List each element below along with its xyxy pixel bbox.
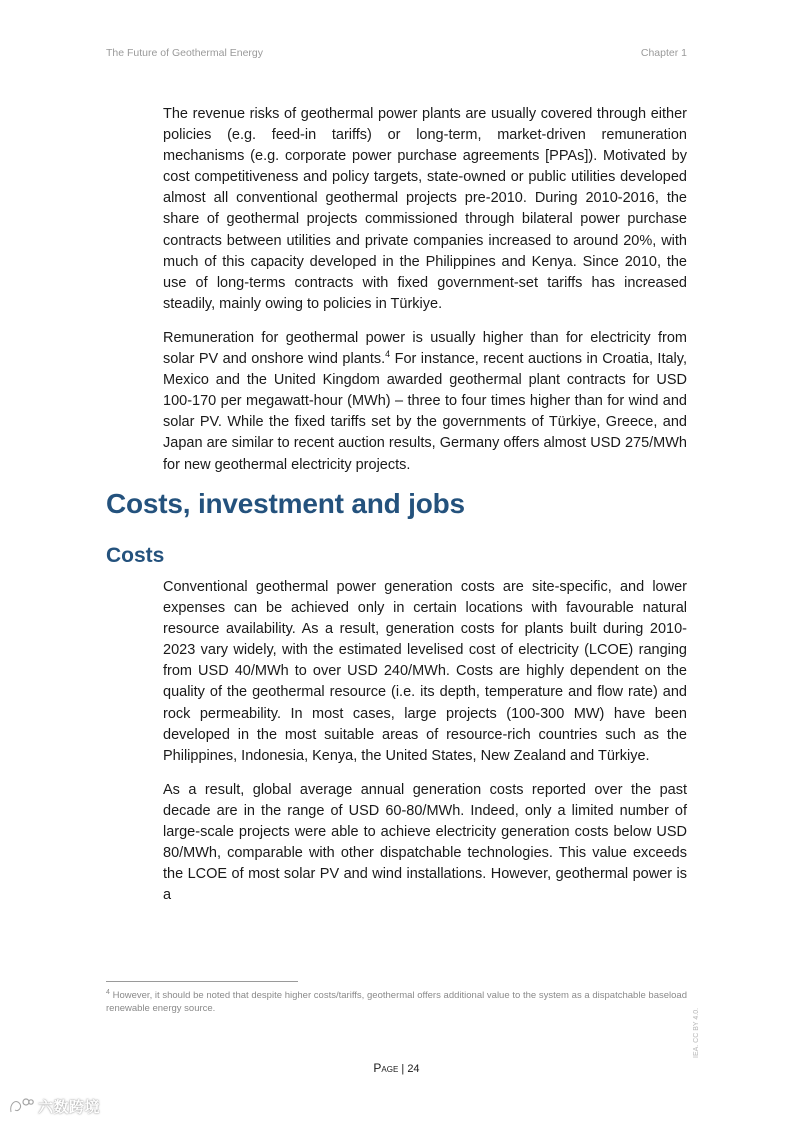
footnote [106, 989, 687, 1015]
watermark-logo-icon [8, 1096, 34, 1116]
page-label: Page [373, 1061, 399, 1075]
watermark-text: 六数跨境 [38, 1098, 101, 1116]
page-number-value: 24 [407, 1063, 420, 1075]
footnote-reference[interactable]: 4 [385, 349, 391, 360]
document-title: The Future of Geothermal Energy [106, 47, 263, 59]
paragraph-remuneration [163, 328, 687, 476]
footnote-divider [106, 981, 298, 982]
footnote-text: However, it should be noted that despite higher costs/tariffs, geothermal offers additional value to the system as a dispatchable baseload renewable energy source. [106, 990, 687, 1014]
watermark [8, 1093, 100, 1119]
paragraph-revenue-risks: The revenue risks of geothermal power plants are usually covered through either policies (e.g. feed-in tariffs) or long-term, market-driven remuneration mechanisms (e.g. corporate power purchase agreements [PPAs]). Motivated by cost competitiveness and policy targets, state-owned or public utilities developed almost all conventional geothermal projects pre-2010. During 2010-2016, the share of geothermal projects commissioned through bilateral power purchase contracts between utilities and private companies increased to around 20%, with much of this capacity developed in the Philippines and Kenya. Since 2010, the use of long-terms contracts with fixed government-set tariffs has increased steadily, mainly owing to policies in Türkiye. [163, 106, 687, 312]
chapter-label: Chapter 1 [640, 47, 687, 59]
footnote-mark: 4 [106, 988, 110, 996]
section-heading: Costs, investment and jobs [106, 488, 465, 519]
page-number [0, 1061, 793, 1075]
paragraph-remuneration-text-a: Remuneration for geothermal power is usually higher than for electricity from solar PV and onshore wind plants. [163, 330, 687, 368]
license-notice: IEA. CC BY 4.0. [693, 1007, 700, 1058]
subsection-heading: Costs [106, 544, 165, 567]
paragraph-generation-costs: Conventional geothermal power generation costs are site-specific, and lower expenses can be achieved only in certain locations with favourable natural resource availability. As a result, generation costs for plants built during 2010-2023 vary widely, with the estimated levelised cost of electricity (LCOE) ranging from USD 40/MWh to over USD 240/MWh. Costs are highly dependent on the quality of the geothermal resource (i.e. its depth, temperature and flow rate) and rock permeability. In most cases, large projects (100-300 MW) have been developed in the most suitable areas of resource-rich countries such as the Philippines, Indonesia, Kenya, the United States, New Zealand and Türkiye. [163, 579, 687, 764]
paragraph-remuneration-text-b: For instance, recent auctions in Croatia, Italy, Mexico and the United Kingdom awarded geothermal plant contracts for USD 100-170 per megawatt-hour (MWh) – three to four times higher than for wind and solar PV. While the fixed tariffs set by the governments of Türkiye, Greece, and Japan are similar to recent auction results, Germany offers almost USD 275/MWh for new geothermal electricity projects. [163, 351, 687, 473]
page-separator: | [398, 1063, 408, 1075]
paragraph-global-average-costs: As a result, global average annual generation costs reported over the past decade are in the range of USD 60-80/MWh. Indeed, only a limited number of large-scale projects were able to achieve electricity generation costs below USD 80/MWh, comparable with other dispatchable technologies. This value exceeds the LCOE of most solar PV and wind installations. However, geothermal power is a [163, 782, 687, 904]
